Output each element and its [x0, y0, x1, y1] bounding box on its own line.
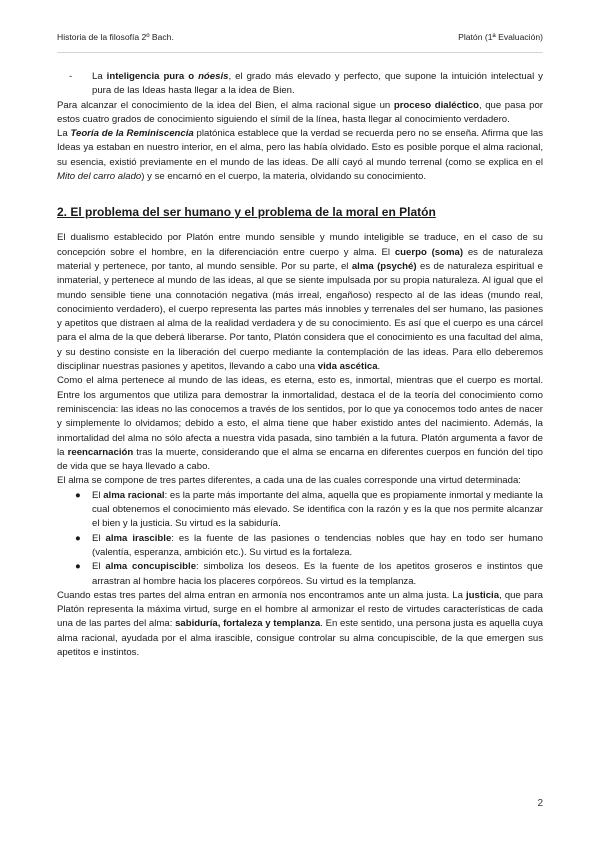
term-inteligencia-pura: inteligencia pura o nóesis	[106, 71, 229, 82]
term-cuerpo: cuerpo (soma)	[394, 246, 464, 258]
header-divider	[57, 52, 543, 53]
term-alma-irascible: alma irascible	[105, 532, 172, 544]
page-body	[57, 70, 543, 660]
term-virtudes: sabiduría, fortaleza y templanza	[175, 618, 321, 630]
list-item: ● El alma concupiscible: simboliza los deseos. Es la fuente de los apetitos groseros e instintos que arrastran al hombre hacia los placeres corpóreos. Su virtud es la templanza.	[75, 561, 543, 587]
list-item: ● El alma irascible: es la fuente de las pasiones o tendencias nobles que hay en todo ser humano (valentía, esperanza, ambición etc.). Su virtud es la fortaleza.	[75, 532, 543, 558]
term-alma: alma (psyché)	[351, 260, 417, 272]
bullet-icon: ●	[75, 489, 81, 501]
term-reencarnacion: reencarnación	[67, 446, 134, 458]
bullet-icon: ●	[75, 561, 81, 573]
soul-parts-list	[57, 489, 543, 589]
term-proceso-dialectico: proceso dialéctico	[393, 99, 479, 111]
dash-list-item: - La inteligencia pura o nóesis, el grado más elevado y perfecto, que supone la intuición intelectual y pura de las Ideas hasta llegar a la idea de Bien.	[69, 71, 543, 97]
term-vida-ascetica: vida ascética	[317, 361, 378, 373]
page-number: 2	[537, 798, 543, 809]
term-teoria-reminiscencia: Teoría de la Reminiscencia	[70, 128, 194, 140]
header-unit: Platón (1ª Evaluación)	[458, 32, 543, 42]
list-item: ● El alma racional: es la parte más importante del alma, aquella que es propiamente inmortal y mediante la cual obtenemos el conocimiento más elevado. Se identifica con la razón y es la que nos permite alcanzar el bien y la justicia. Su virtud es la sabiduría.	[75, 489, 544, 530]
term-alma-racional: alma racional	[103, 489, 165, 501]
header-course: Historia de la filosofía 2º Bach.	[57, 32, 174, 42]
paragraph-immortality: Como el alma pertenece al mundo de las ideas, es eterna, esto es, inmortal, mientras que el cuerpo es mortal. Entre los argumentos que utiliza para demostrar la inmortalidad, destaca el de la teoría del conocimiento como reminiscencia: las ideas no las conocemos a través de los sentidos, por lo que ya conocemos todo antes de nacer y simplemente lo olvidamos; debido a esto, el alma tiene que haber existido antes del nacimiento. Además, la inmortalidad del alma no sólo afecta a nuestra vida pasada, sino también a la futura. Platón argumenta a favor de la reencarnación tras la muerte, considerando que el alma se encarna en diferentes cuerpos en función del tipo de vida que se haya llevado a cabo.	[57, 375, 543, 473]
section-heading: 2. El problema del ser humano y el problema de la moral en Platón	[57, 205, 436, 220]
paragraph-justice: Cuando estas tres partes del alma entran en armonía nos encontramos ante un alma justa. La justicia, que para Platón representa la máxima virtud, surge en el hombre al armonizar el resto de virtudes características de cada una de las partes del alma: sabiduría, fortaleza y templanza. En este sentido, una persona justa es aquella cuya alma racional, ayudada por el alma irascible, consigue controlar su alma concupiscible, de la que emergen sus apetitos e instintos.	[57, 589, 543, 658]
term-justicia: justicia	[466, 589, 500, 601]
paragraph-dialectic: Para alcanzar el conocimiento de la idea del Bien, el alma racional sigue un proceso dialéctico, que pasa por estos cuatro grados de conocimiento siguiendo el símil de la línea, hasta llegar al conocimiento verdadero.	[57, 99, 543, 125]
term-mito-carro-alado: Mito del carro alado	[57, 171, 142, 183]
bullet-icon: ●	[75, 532, 81, 544]
paragraph-reminiscence: La Teoría de la Reminiscencia platónica establece que la verdad se recuerda pero no se enseña. Afirma que las Ideas ya estaban en nuestro interior, en el alma, pero las había olvidado. Esto es posible porque el alma racional, su esencia, existió previamente en el mundo de las ideas. De allí cayó al mundo terrenal (como se explica en el Mito del carro alado) y se encarnó en el cuerpo, la materia, olvidando su conocimiento.	[57, 128, 543, 183]
term-alma-concupiscible: alma concupiscible	[105, 561, 197, 573]
page-header	[57, 32, 543, 50]
paragraph-three-parts: El alma se compone de tres partes diferentes, a cada una de las cuales corresponde una virtud determinada:	[57, 475, 521, 487]
dash-marker: -	[69, 71, 73, 82]
paragraph-dualism: El dualismo establecido por Platón entre mundo sensible y mundo inteligible se traduce, en el caso de su concepción sobre el hombre, en la diferenciación entre cuerpo y alma. El cuerpo (soma) es de naturaleza material y pertenece, por tanto, al mundo sensible. Por su parte, el alma (psyché) es de naturaleza espiritual e inmaterial, y pertenece al mundo de las ideas, al que se siente impulsada por su propia naturaleza. Al igual que el mundo sensible tiene una connotación negativa (más irreal, engañoso) respecto al de las ideas (mundo real, conocimiento verdadero), el cuerpo representa las partes más innobles y terrenales del ser humano, las pasiones y apetitos que distraen al alma de la realidad verdadera y de su conocimiento. Es así que el cuerpo es una cárcel para el alma de la que deberá liberarse. Por tanto, Platón considera que el conocimiento es una facultad del alma, y su destino consiste en la liberación del cuerpo mediante la contemplación de las ideas. Para ello deberemos disciplinar nuestras pasiones y apetitos, llevando a cabo una vida ascética.	[57, 232, 543, 373]
